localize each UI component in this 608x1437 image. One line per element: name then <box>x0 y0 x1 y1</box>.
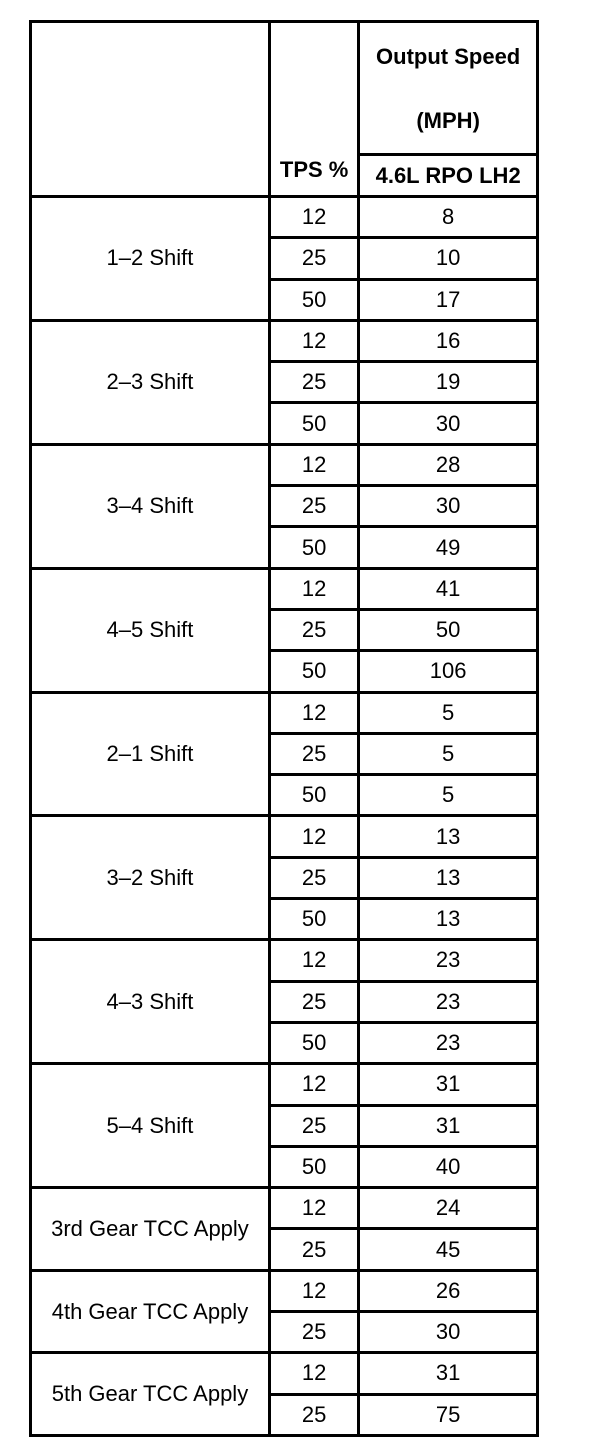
speed-cell: 30 <box>359 403 538 444</box>
header-tps: TPS % <box>269 22 358 197</box>
speed-cell: 5 <box>359 733 538 774</box>
tps-cell: 25 <box>269 238 358 279</box>
table-row <box>31 568 538 609</box>
speed-cell: 28 <box>359 444 538 485</box>
speed-cell: 31 <box>359 1353 538 1394</box>
speed-cell: 13 <box>359 857 538 898</box>
tps-cell: 25 <box>269 857 358 898</box>
tps-cell: 12 <box>269 1188 358 1229</box>
table-row <box>31 1188 538 1229</box>
tps-cell: 25 <box>269 486 358 527</box>
speed-cell: 13 <box>359 899 538 940</box>
speed-cell: 45 <box>359 1229 538 1270</box>
speed-cell: 24 <box>359 1188 538 1229</box>
speed-cell: 31 <box>359 1105 538 1146</box>
speed-cell: 23 <box>359 1022 538 1063</box>
shift-label-cell: 3–2 Shift <box>31 816 270 940</box>
tps-cell: 50 <box>269 899 358 940</box>
tps-cell: 25 <box>269 1229 358 1270</box>
tps-cell: 50 <box>269 1146 358 1187</box>
speed-cell: 30 <box>359 486 538 527</box>
tps-cell: 25 <box>269 362 358 403</box>
tps-cell: 12 <box>269 692 358 733</box>
speed-cell: 40 <box>359 1146 538 1187</box>
tps-cell: 50 <box>269 527 358 568</box>
tps-cell: 12 <box>269 816 358 857</box>
header-row-top <box>31 22 538 155</box>
tps-cell: 12 <box>269 940 358 981</box>
shift-label-cell: 3–4 Shift <box>31 444 270 568</box>
speed-cell: 75 <box>359 1394 538 1435</box>
tps-cell: 50 <box>269 403 358 444</box>
header-engine: 4.6L RPO LH2 <box>359 155 538 197</box>
tps-cell: 50 <box>269 279 358 320</box>
header-output-speed-line2: (MPH) <box>416 108 480 133</box>
tps-cell: 25 <box>269 609 358 650</box>
speed-cell: 50 <box>359 609 538 650</box>
speed-cell: 8 <box>359 197 538 238</box>
tps-cell: 12 <box>269 197 358 238</box>
table-row <box>31 444 538 485</box>
shift-label-cell: 4–5 Shift <box>31 568 270 692</box>
shift-label-cell: 4–3 Shift <box>31 940 270 1064</box>
speed-cell: 31 <box>359 1064 538 1105</box>
tps-cell: 50 <box>269 651 358 692</box>
shift-label-cell: 4th Gear TCC Apply <box>31 1270 270 1353</box>
table-row <box>31 940 538 981</box>
speed-cell: 41 <box>359 568 538 609</box>
shift-label-cell: 2–3 Shift <box>31 320 270 444</box>
speed-cell: 10 <box>359 238 538 279</box>
tps-cell: 25 <box>269 733 358 774</box>
table-body <box>31 197 538 1436</box>
table-row <box>31 816 538 857</box>
shift-speed-table <box>29 20 539 1437</box>
header-blank-cell <box>31 22 270 197</box>
tps-cell: 12 <box>269 1353 358 1394</box>
shift-label-cell: 2–1 Shift <box>31 692 270 816</box>
tps-cell: 12 <box>269 1064 358 1105</box>
tps-cell: 12 <box>269 320 358 361</box>
header-output-speed <box>359 22 538 155</box>
table-row <box>31 1064 538 1105</box>
table-row <box>31 320 538 361</box>
tps-cell: 12 <box>269 1270 358 1311</box>
speed-cell: 13 <box>359 816 538 857</box>
shift-label-cell: 5–4 Shift <box>31 1064 270 1188</box>
tps-cell: 25 <box>269 1105 358 1146</box>
speed-cell: 5 <box>359 692 538 733</box>
speed-cell: 19 <box>359 362 538 403</box>
speed-cell: 26 <box>359 1270 538 1311</box>
speed-cell: 23 <box>359 940 538 981</box>
tps-cell: 12 <box>269 444 358 485</box>
tps-cell: 25 <box>269 981 358 1022</box>
table-row <box>31 692 538 733</box>
tps-cell: 25 <box>269 1312 358 1353</box>
speed-cell: 49 <box>359 527 538 568</box>
speed-cell: 106 <box>359 651 538 692</box>
tps-cell: 50 <box>269 1022 358 1063</box>
shift-label-cell: 1–2 Shift <box>31 197 270 321</box>
speed-cell: 17 <box>359 279 538 320</box>
shift-label-cell: 5th Gear TCC Apply <box>31 1353 270 1436</box>
speed-cell: 30 <box>359 1312 538 1353</box>
table-row <box>31 1270 538 1311</box>
speed-cell: 16 <box>359 320 538 361</box>
header-output-speed-line1: Output Speed <box>376 44 521 69</box>
speed-cell: 5 <box>359 775 538 816</box>
tps-cell: 12 <box>269 568 358 609</box>
table-row <box>31 1353 538 1394</box>
shift-label-cell: 3rd Gear TCC Apply <box>31 1188 270 1271</box>
tps-cell: 50 <box>269 775 358 816</box>
speed-cell: 23 <box>359 981 538 1022</box>
tps-cell: 25 <box>269 1394 358 1435</box>
table-row <box>31 197 538 238</box>
